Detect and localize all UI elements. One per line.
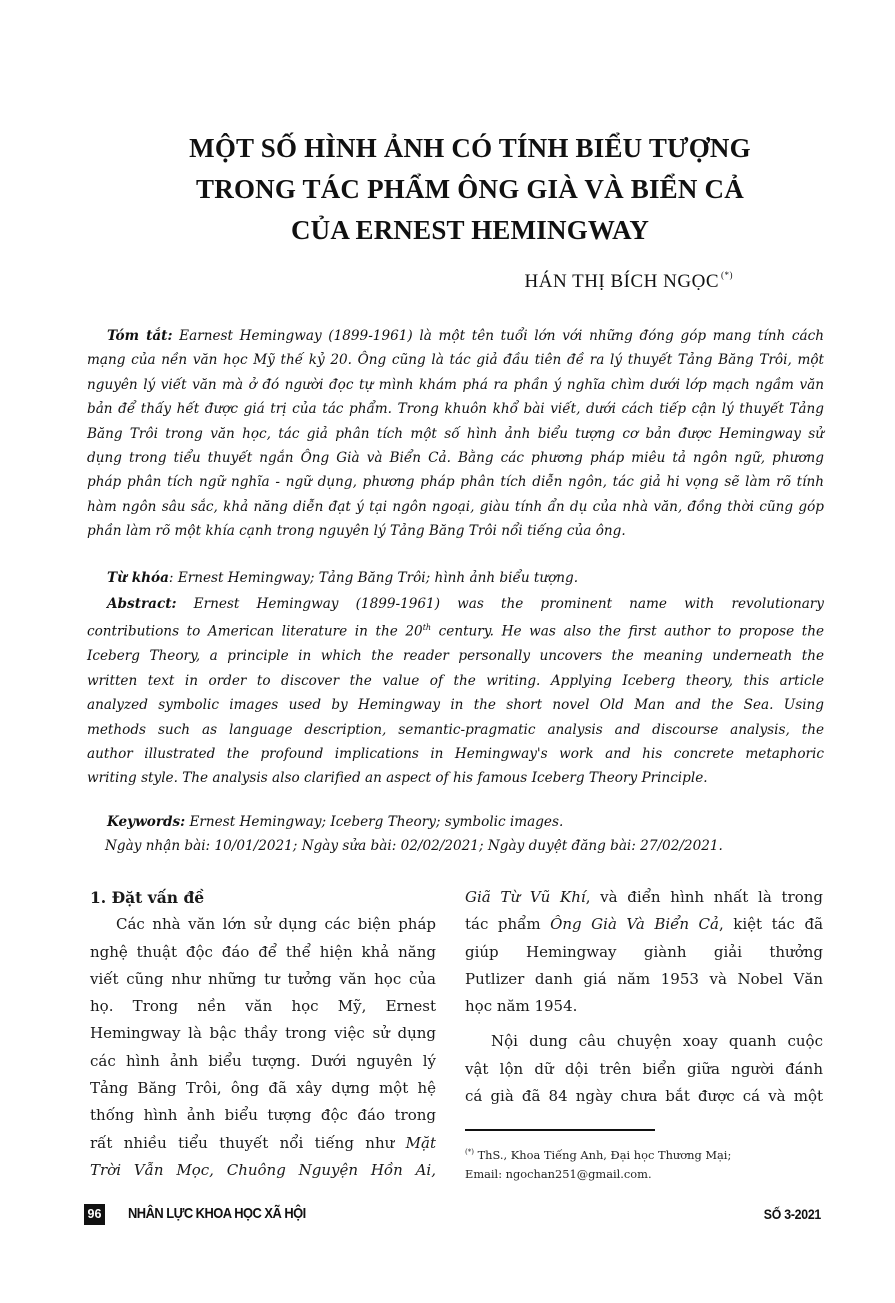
author-byline	[525, 270, 733, 293]
author-footnote: (*) ThS., Khoa Tiếng Anh, Đại học Thương Mại; Email: ngochan251@gmail.com.	[465, 1143, 731, 1184]
summary-line: hàm ngôn sâu sắc, khả năng diễn đạt ý tại ngôn ngoại, giàu tính ẩn dụ của nhà văn, đồng thời cũng góp	[87, 498, 824, 515]
page-footer	[0, 1202, 895, 1228]
journal-name: NHÂN LỰC KHOA HỌC XÃ HỘI	[128, 1205, 306, 1222]
body-line: viết cũng như những tư tưởng văn học của	[90, 969, 436, 988]
keywords-en-text: Ernest Hemingway; Iceberg Theory; symbolic images.	[189, 814, 564, 830]
issue-number: SỐ 3-2021	[763, 1206, 821, 1222]
abstract-line: writing style. The analysis also clarified an aspect of his famous Iceberg Theory Principle.	[87, 770, 708, 787]
body-line: rất nhiều tiểu thuyết nổi tiếng như Mặt	[90, 1133, 436, 1152]
body-line: Hemingway là bậc thầy trong việc sử dụng	[90, 1024, 436, 1043]
abstract-label: Abstract:	[107, 596, 177, 612]
abstract-line: Abstract: Ernest Hemingway (1899-1961) was the prominent name with revolutionary	[107, 596, 824, 612]
body-line: Giã Từ Vũ Khí, và điển hình nhất là trong	[465, 888, 823, 906]
summary-line: dụng trong tiểu thuyết ngắn Ông Già và Biển Cả. Bằng các phương pháp miêu tả ngôn ngữ, phương	[87, 450, 824, 467]
english-keywords	[107, 810, 824, 834]
summary-line: pháp phân tích ngữ nghĩa - ngữ dụng, phương pháp phân tích diễn ngôn, tác giả hi vọng sẽ làm rõ tính	[87, 474, 824, 491]
author-email: Email: ngochan251@gmail.com.	[465, 1167, 652, 1181]
vietnamese-keywords	[107, 566, 824, 590]
body-line: Trời Vẫn Mọc, Chuông Nguyện Hồn Ai,	[90, 1160, 436, 1179]
right-column	[465, 884, 823, 1110]
body-line: Tảng Băng Trôi, ông đã xây dựng một hệ	[90, 1079, 436, 1098]
body-line: Nội dung câu chuyện xoay quanh cuộc	[491, 1032, 823, 1051]
body-line: giúp Hemingway giành giải thưởng	[465, 942, 823, 961]
summary-line: bản để thấy hết được giá trị của tác phẩm. Trong khuôn khổ bài viết, dưới cách tiếp cận lý thuyết Tảng	[87, 401, 824, 418]
footnote-mark: (*)	[465, 1148, 474, 1156]
body-line: vật lộn dữ dội trên biển giữa người đánh	[465, 1059, 823, 1078]
section-heading: 1. Đặt vấn đề	[90, 888, 205, 907]
footnote-divider	[465, 1129, 655, 1131]
author-name: HÁN THỊ BÍCH NGỌC	[524, 271, 719, 292]
title-line: MỘT SỐ HÌNH ẢNH CÓ TÍNH BIỂU TƯỢNG	[189, 133, 751, 163]
abstract-line: analyzed symbolic images used by Hemingway in the short novel Old Man and the Sea. Using	[87, 697, 824, 714]
abstract-line: methods such as language description, semantic-pragmatic analysis and discourse analysis, the	[87, 721, 824, 738]
body-line: Putlizer danh giá năm 1953 và Nobel Văn	[465, 969, 823, 988]
abstract-line: Iceberg Theory, a principle in which the reader personally uncovers the meaning underneath the	[87, 648, 824, 665]
body-line: học năm 1954.	[465, 997, 578, 1016]
summary-label: Tóm tắt:	[107, 328, 173, 344]
abstract-line: author illustrated the profound implications in Hemingway's work and his concrete metaphoric	[87, 745, 824, 762]
english-abstract	[87, 592, 824, 791]
keywords-vn-label: Từ khóa	[107, 570, 169, 586]
summary-line: Tóm tắt: Earnest Hemingway (1899-1961) là một tên tuổi lớn với những đóng góp mang tính cách	[107, 328, 824, 344]
title-line: CỦA ERNEST HEMINGWAY	[290, 215, 650, 245]
body-line: các hình ảnh biểu tượng. Dưới nguyên lý	[90, 1051, 436, 1070]
summary-line: phần làm rõ một khía cạnh trong nguyên lý Tảng Băng Trôi nổi tiếng của ông.	[87, 523, 626, 540]
summary-line: Băng Trôi trong văn học, tác giả phân tích một số hình ảnh biểu tượng cơ bản được Hemingway sử	[87, 425, 824, 442]
page-number: 96	[84, 1204, 105, 1225]
summary-line: mạng của nền văn học Mỹ thế kỷ 20. Ông cũng là tác giả đầu tiên đề ra lý thuyết Tảng Băng Trôi, một	[87, 352, 824, 369]
body-line: nghệ thuật độc đáo để thể hiện khả năng	[90, 942, 436, 961]
summary-line: nguyên lý viết văn mà ở đó người đọc tự mình khám phá ra phần ý nghĩa chìm dưới lớp mạch ngầm văn	[87, 376, 824, 393]
abstract-line: contributions to American literature in the 20th century. He was also the first author to propose the	[87, 623, 824, 640]
left-column	[90, 884, 436, 1184]
article-dates: Ngày nhận bài: 10/01/2021; Ngày sửa bài: 02/02/2021; Ngày duyệt đăng bài: 27/02/2021.	[105, 838, 723, 854]
vietnamese-summary	[87, 324, 824, 544]
abstract-line: written text in order to discover the value of the writing. Applying Iceberg theory, this article	[87, 672, 824, 689]
keywords-en-label: Keywords:	[107, 814, 186, 830]
body-line: thống hình ảnh biểu tượng độc đáo trong	[90, 1106, 436, 1125]
author-footnote-mark: (*)	[721, 270, 733, 280]
body-line: họ. Trong nền văn học Mỹ, Ernest	[90, 997, 436, 1016]
body-line: cá già đã 84 ngày chưa bắt được cá và một	[465, 1087, 823, 1106]
body-line: Các nhà văn lớn sử dụng các biện pháp	[116, 915, 436, 934]
article-title	[100, 128, 840, 251]
title-line: TRONG TÁC PHẨM ÔNG GIÀ VÀ BIỂN CẢ	[196, 174, 744, 204]
body-line: tác phẩm Ông Già Và Biển Cả, kiệt tác đã	[465, 915, 824, 934]
keywords-vn-text: : Ernest Hemingway; Tảng Băng Trôi; hình ảnh biểu tượng.	[168, 570, 579, 586]
